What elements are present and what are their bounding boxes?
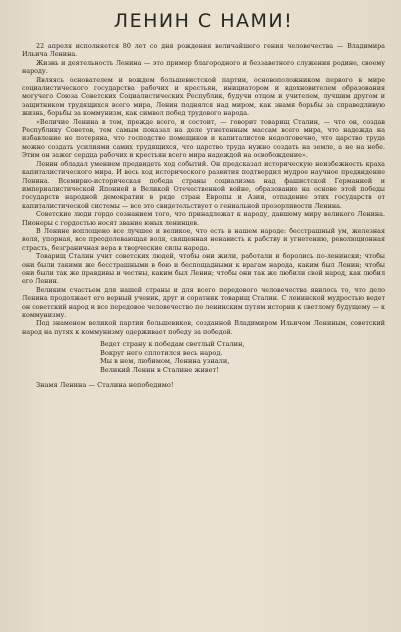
poem-line-2: Вокруг него сплотился весь народ. — [100, 348, 223, 357]
paragraph-4: «Величие Ленина в том, прежде всего, и состоит, — говорит товарищ Сталин, — что он, создав Республику Советов, тем самым показал на деле угнетенным массам всего мира, что надежда на избавление не потеряна, что господство помещиков и капиталистов недолговечно, что царство труда можно создать усилиями самих трудящихся, что царство труда нужно создать на земле, а не на небе. Этим он зажег сердца рабочих и крестьян всего мира надеждой на освобождение». — [22, 117, 385, 160]
article-body — [22, 42, 385, 336]
paragraph-6: Советские люди гордо сознанием того, что принадлежат к народу, давшему миру великого Ленина. Пионеры с гордостью носят звание юных ленинцев. — [22, 210, 385, 227]
poem-line-3: Мы в нем, любимом, Ленина узнали, — [100, 357, 230, 366]
paragraph-3: Являясь основателем и вождем большевистской партии, основоположником первого в мире социалистического государства рабочих и крестьян, инициатором и вдохновителем образования могучего Союза Советских Социалистических Республик, будучи отцом и учителем, лучшим другом и защитником трудящихся всего мира, Ленин поднялся над миром, как знамя борьбы за справедливую жизнь, борьбы за коммунизм, как символ побед трудового народа. — [22, 75, 385, 118]
poem-line-1: Ведет страну к победам светлый Сталин, — [100, 340, 245, 349]
paragraph-10: Под знаменем великой партии большевиков, созданной Владимиром Ильичом Лениным, советский народ на путях к коммунизму одерживает победу за победой. — [22, 319, 385, 336]
paragraph-5: Ленин обладал умением предвидеть ход событий. Он предсказал историческую неизбежность краха капиталистического мира. И весь ход исторического развития подтвердил мудрое научное предвидение Ленина. Всемирно-историческая победа страны социализма над фашистской Германией и империалистической Японией в Великой Отечественной войне, образование на основе этой победы государств народной демократии в ряде стран Европы и Азии, отпадение этих государств от капиталистической системы — все это свидетельствует о гениальной прозорливости Ленина. — [22, 159, 385, 210]
paragraph-7: В Ленине воплощено все лучшее и великое, что есть в нашем народе: бесстрашный ум, железная воля, упорная, все преодолевающая воля, священная ненависть к рабству и угнетению, революционная страсть, безграничная вера в творческие силы народа. — [22, 226, 385, 252]
page-title: ЛЕНИН С НАМИ! — [113, 10, 294, 32]
paragraph-2: Жизнь и деятельность Ленина — это пример благородного и беззаветного служения родине, своему народу. — [22, 58, 385, 76]
poem-line-4: Великий Ленин в Сталине живет! — [100, 366, 219, 374]
paragraph-1: 22 апреля исполняется 80 лет со дня рождения величайшего гения человечества — Владимира Ильича Ленина. — [22, 42, 385, 59]
paragraph-9: Великим счастьем для нашей страны и для всего передового человечества явилось то, что дело Ленина продолжает его верный ученик, друг и соратник товарищ Сталин. С ленинской мудростью ведет он советский народ и все передовое человечество по ленинским путям истории к светлому будущему — к коммунизму. — [22, 285, 385, 319]
paragraph-8: Товарищ Сталин учит советских людей, чтобы они жили, работали и боролись по-ленински; чтобы они были такими же бесстрашными в бою и беспощадными к врагам народа, каким был Ленин; чтобы они были так же правдивы и честны, каким был Ленин; чтобы они так же любили свой народ, как любил его Ленин. — [22, 252, 385, 286]
poem — [100, 340, 385, 374]
closing-slogan: Знамя Ленина — Сталина непобедимо! — [36, 380, 174, 389]
